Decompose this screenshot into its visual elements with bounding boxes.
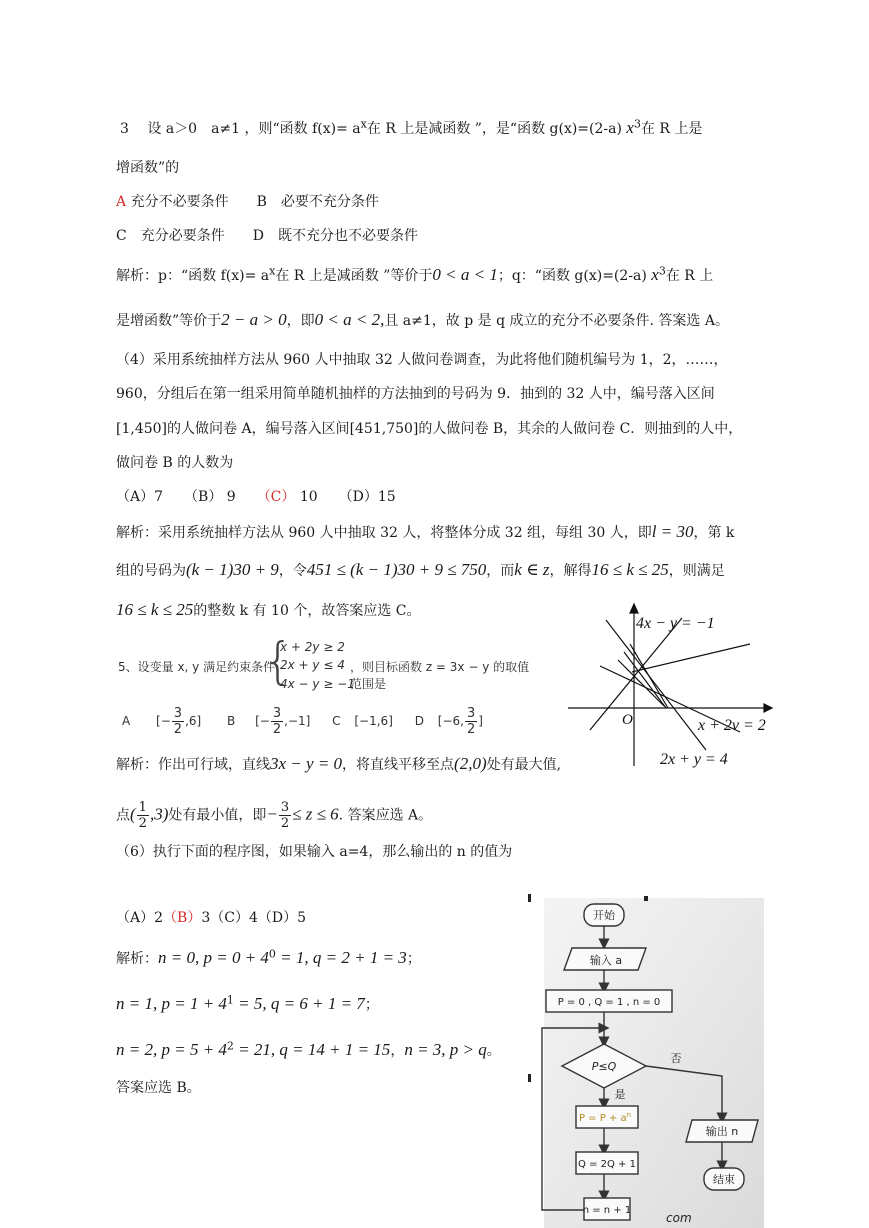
svg-text:P≤Q: P≤Q: [591, 1060, 617, 1073]
svg-text:输入 a: 输入 a: [589, 954, 623, 967]
svg-text:开始: 开始: [593, 909, 615, 922]
label-4x-y: 4x − y = −1: [636, 615, 715, 632]
q3-solution-line2: 是增函数”等价于2 − a > 0，即0 < a < 2,且 a≠1，故 p 是 q 成立的充分不必要条件. 答案选 A。: [116, 310, 729, 329]
q4-solution-line2: 组的号码为(k − 1)30 + 9，令451 ≤ (k − 1)30 + 9 ≤ 750，而k ∈ z，解得16 ≤ k ≤ 25，则满足: [116, 560, 725, 579]
q5-solution-line2: 点( $\frac{1}{2}$ ,3)处有最小值，即− $\frac{3}{2}$ ≤ z ≤ 6. 答案应选 A。: [116, 800, 433, 831]
line-2x-y: [606, 620, 706, 750]
x-axis-arrow: [764, 704, 772, 712]
scan-mark-2: [528, 1074, 531, 1082]
q4-solution-line3: 16 ≤ k ≤ 25的整数 k 有 10 个，故答案应选 C。: [116, 600, 421, 619]
q4-answer-letter: （C）: [263, 489, 296, 505]
svg-text:否: 否: [670, 1052, 682, 1065]
watermark-text: com: [666, 1211, 692, 1225]
svg-text:P = 0 , Q = 1 , n = 0: P = 0 , Q = 1 , n = 0: [557, 997, 661, 1008]
origin-label: O: [622, 712, 633, 728]
q6-options: （A）2（B）3（C）4（D）5: [116, 910, 306, 926]
svg-text:P = P + an: $P = P + a^n$: [578, 1111, 632, 1124]
svg-text:n = n + 1: n = n + 1: [582, 1205, 632, 1216]
scan-mark-3: [644, 896, 648, 901]
q4-options: （A）7 （B） 9 （C） 10 （D）15: [116, 489, 396, 505]
q6-solution-line2: n = 1, $p = 1 + 4^1 = 5$, q = 6 + 1 = 7；: [116, 993, 379, 1013]
scan-mark-1: [528, 894, 531, 902]
q3-options-ab: A 充分不必要条件 B 必要不充分条件: [116, 194, 379, 210]
q4-stem-line1: （4）采用系统抽样方法从 960 人中抽取 32 人做问卷调查，为此将他们随机编号为 1，2，……，: [116, 352, 728, 368]
label-2x-y: 2x + y = 4: [660, 751, 728, 768]
q5-solution-line1: 解析：作出可行域，直线3x − y = 0，将直线平移至点(2,0)处有最大值,: [116, 754, 562, 773]
q4-stem-line4: 做问卷 B 的人数为: [116, 455, 234, 471]
q4-stem-line2: 960，分组后在第一组采用简单随机抽样的方法抽到的号码为 9．抽到的 32 人中，编号落入区间: [116, 386, 715, 402]
q5-feasible-region-graph: [560, 600, 780, 772]
line-4x-y: [590, 618, 682, 730]
q6-answer-letter: （B）: [163, 910, 202, 926]
label-x-2y: x + 2v = 2: [698, 717, 766, 734]
svg-text:Q = 2Q + 1: Q = 2Q + 1: [578, 1159, 636, 1170]
q6-answer: 答案应选 B。: [116, 1080, 201, 1096]
q5-brace: {: [262, 632, 294, 690]
q6-stem: （6）执行下面的程序图，如果输入 a=4，那么输出的 n 的值为: [116, 844, 513, 860]
objective-line-c: [630, 644, 668, 708]
q3-solution-line1: 解析：p：“函数 $f(x)= a^x$在 R 上是减函数 ”等价于0 < a < 1；q：“函数 g(x)=(2-a) $x^3$在 R 上: [116, 264, 714, 284]
y-axis-arrow: [630, 604, 638, 613]
q5-question-image: 5、设变量 x, y 满足约束条件 { x + 2y ≥ 2 2x + y ≤ 4 4x − y ≥ −1 ，则目标函数 z = 3x − y 的取值范围是 A [− $\frac{3}{2}$ ,6] B [− $\frac{3}{2}$ ,−1] C [−1,6] D [−6, $\frac{3}{2}$ ]: [118, 632, 530, 737]
q3-stem-line1: 3 设 a＞0 a≠1 ，则“函数 $f(x)= a^x$在 R 上是减函数 ”，是“函数 g(x)=(2-a) $x^3$在 R 上是: [120, 117, 703, 137]
q3-stem-line2: 增函数”的: [116, 160, 180, 176]
svg-text:是: 是: [614, 1088, 626, 1101]
q4-stem-line3: [1,450]的人做问卷 A，编号落入区间[451,750]的人做问卷 B，其余的人做问卷 C．则抽到的人中，: [116, 421, 743, 437]
svg-text:结束: 结束: [713, 1173, 735, 1186]
q3-options-cd: C 充分必要条件 D 既不充分也不必要条件: [116, 228, 418, 244]
objective-line-a: [618, 660, 664, 706]
q6-solution-line3: n = 2, $p = 5 + 4^2 = 21$, q = 14 + 1 = 15，n = 3, p > q。: [116, 1039, 501, 1059]
q5-options: A [− $\frac{3}{2}$ ,6] B [− $\frac{3}{2}$ ,−1] C [−1,6] D [−6, $\frac{3}{2}$ ]: [122, 706, 483, 737]
q6-flowchart: [526, 894, 766, 1228]
q3-answer-letter: A: [116, 194, 127, 210]
q4-solution-line1: 解析：采用系统抽样方法从 960 人中抽取 32 人，将整体分成 32 组，每组 30 人，即l = 30，第 k: [116, 522, 735, 541]
svg-text:输出 n: 输出 n: [705, 1125, 739, 1138]
q6-solution-line1: 解析：n = 0, $p = 0 + 4^0 = 1$, q = 2 + 1 = 3；: [116, 947, 421, 967]
